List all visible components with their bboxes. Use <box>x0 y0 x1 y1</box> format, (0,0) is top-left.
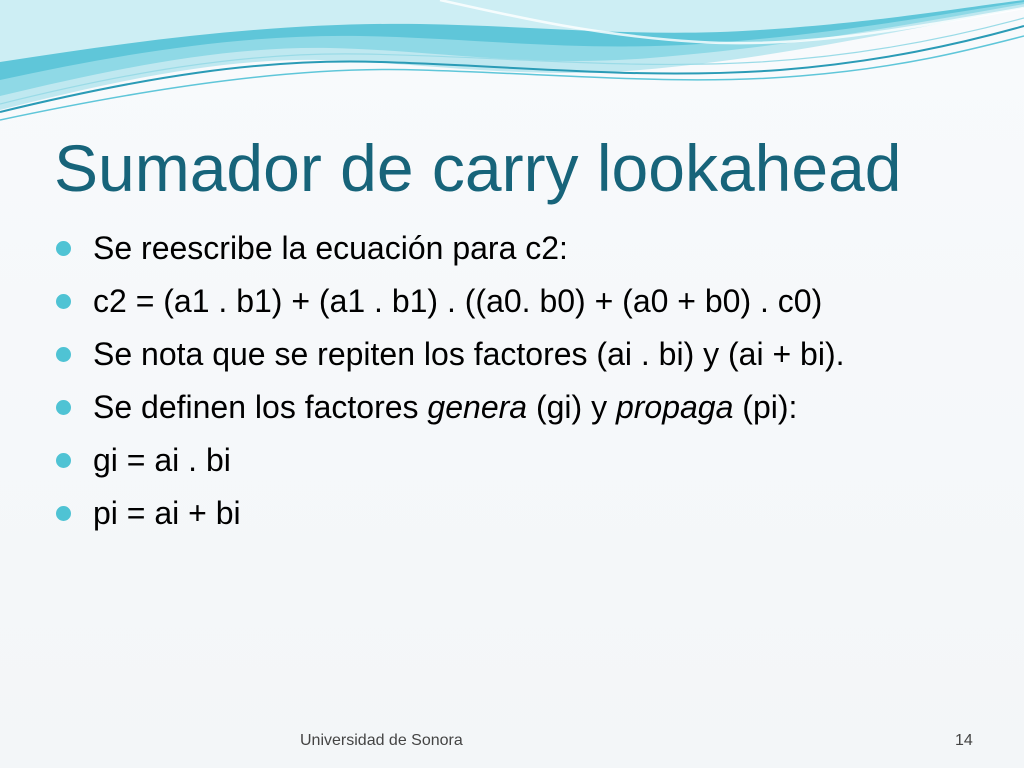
bullet-item <box>56 222 996 275</box>
bullet-dot-icon <box>56 400 71 415</box>
bullet-item <box>56 434 996 487</box>
bullet-dot-icon <box>56 453 71 468</box>
bullet-item <box>56 328 996 381</box>
footer-institution: Universidad de Sonora <box>300 732 463 749</box>
bullet-text: Se reescribe la ecuación para c2: <box>93 230 568 266</box>
bullet-dot-icon <box>56 347 71 362</box>
bullet-dot-icon <box>56 294 71 309</box>
bullet-item <box>56 275 996 328</box>
bullet-item <box>56 487 996 540</box>
header-wave-decoration <box>0 0 1024 130</box>
bullet-text-emphasis-genera: genera <box>427 389 528 425</box>
bullet-dot-icon <box>56 506 71 521</box>
bullet-item <box>56 381 996 434</box>
bullet-text-part: Se definen los factores <box>93 389 428 425</box>
bullet-text: c2 = (a1 . b1) + (a1 . b1) . ((a0. b0) + (a0 + b0) . c0) <box>93 283 823 319</box>
bullet-text: gi = ai . bi <box>93 442 231 478</box>
bullet-text: Se nota que se repiten los factores (ai . bi) y (ai + bi). <box>93 336 845 372</box>
bullet-list <box>56 222 996 540</box>
bullet-text <box>93 389 797 426</box>
bullet-text: pi = ai + bi <box>93 495 241 531</box>
bullet-text-emphasis-propaga: propaga <box>615 389 734 425</box>
footer-page-number: 14 <box>955 732 973 749</box>
slide-title: Sumador de carry lookahead <box>54 131 902 205</box>
bullet-text-part: (gi) y <box>527 389 616 425</box>
bullet-text-part: (pi): <box>733 389 798 425</box>
bullet-dot-icon <box>56 241 71 256</box>
